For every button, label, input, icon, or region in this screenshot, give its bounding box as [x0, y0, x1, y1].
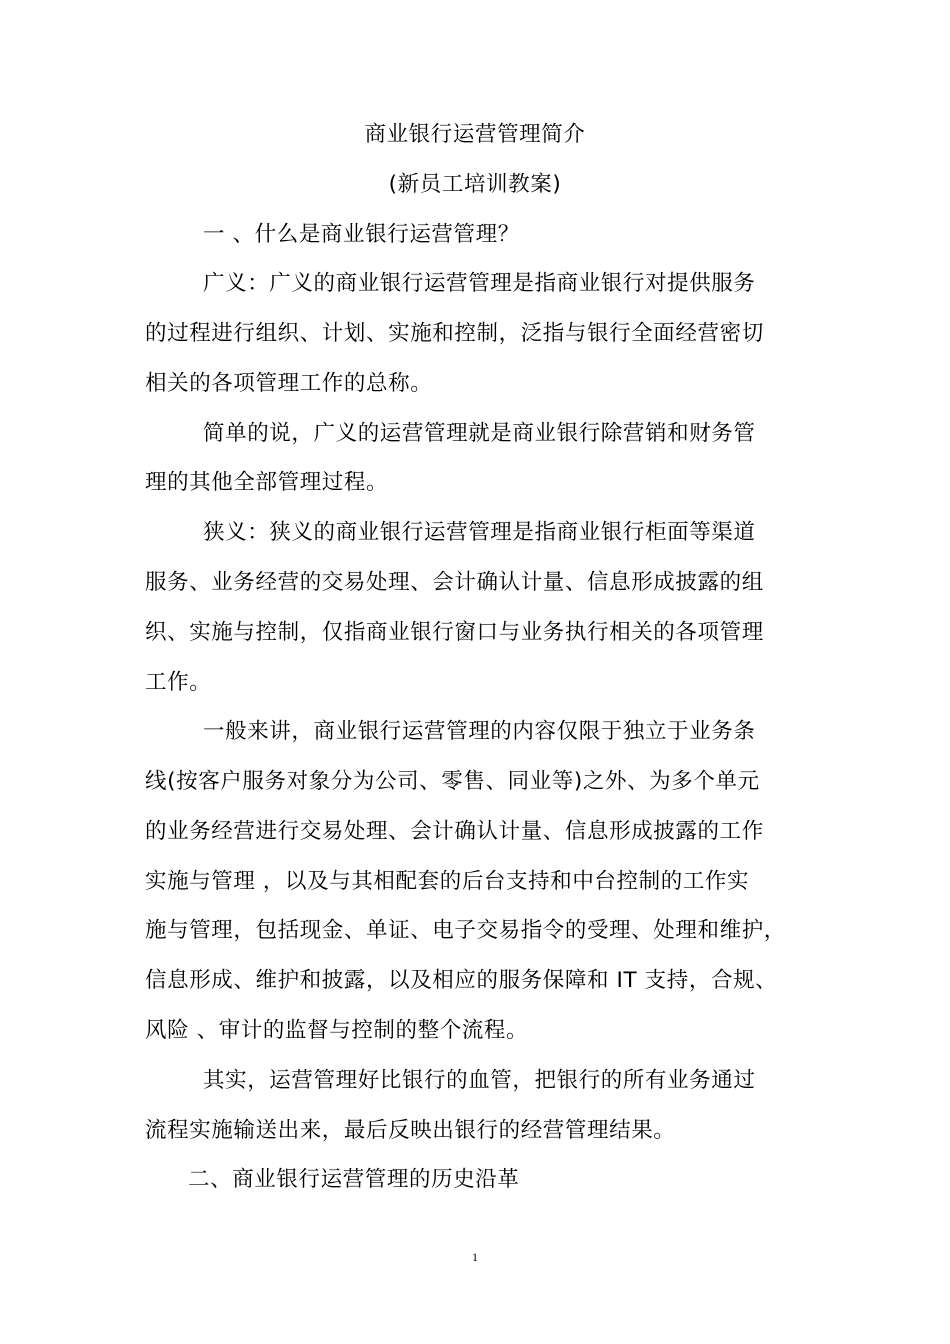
- document-title: 商业银行运营管理简介: [364, 122, 586, 147]
- paragraph-line: 流程实施输送出来，最后反映出银行的经营管理结果。: [145, 1118, 676, 1143]
- document-subtitle: (新员工培训教案): [388, 172, 562, 197]
- paragraph-line: 其实，运营管理好比银行的血管，把银行的所有业务通过: [203, 1068, 756, 1093]
- paragraph-line: 实施与管理 ，以及与其相配套的后台支持和中台控制的工作实: [145, 869, 750, 894]
- paragraph-line: 简单的说，广义的运营管理就是商业银行除营销和财务管: [203, 421, 756, 446]
- paragraph-line: 的业务经营进行交易处理、会计确认计量、信息形成披露的工作: [145, 819, 764, 844]
- paragraph-line: 信息形成、维护和披露，以及相应的服务保障和 IT 支持，合规、: [145, 968, 778, 993]
- paragraph-line: 工作。: [145, 670, 212, 695]
- paragraph-line: 广义：广义的商业银行运营管理是指商业银行对提供服务: [203, 271, 756, 296]
- paragraph-line: 的过程进行组织、计划、实施和控制，泛指与银行全面经营密切: [145, 321, 764, 346]
- section-heading-2: 二、商业银行运营管理的历史沿革: [188, 1167, 520, 1192]
- paragraph-line: 织、实施与控制，仅指商业银行窗口与业务执行相关的各项管理: [145, 620, 764, 645]
- paragraph-line: 理的其他全部管理过程。: [145, 470, 389, 495]
- paragraph-line: 线(按客户服务对象分为公司、零售、同业等)之外、为多个单元: [145, 769, 760, 794]
- page-number: 1: [472, 1250, 478, 1264]
- paragraph-line: 施与管理，包括现金、单证、电子交易指令的受理、处理和维护，: [145, 918, 786, 943]
- paragraph-line: 风险 、审计的监督与控制的整个流程。: [145, 1018, 529, 1043]
- paragraph-line: 一般来讲，商业银行运营管理的内容仅限于独立于业务条: [203, 719, 756, 744]
- paragraph-line: 服务、业务经营的交易处理、会计确认计量、信息形成披露的组: [145, 570, 764, 595]
- paragraph-line: 狭义：狭义的商业银行运营管理是指商业银行柜面等渠道: [203, 520, 756, 545]
- section-heading-1: 一 、什么是商业银行运营管理？: [203, 222, 520, 247]
- paragraph-line: 相关的各项管理工作的总称。: [145, 371, 433, 396]
